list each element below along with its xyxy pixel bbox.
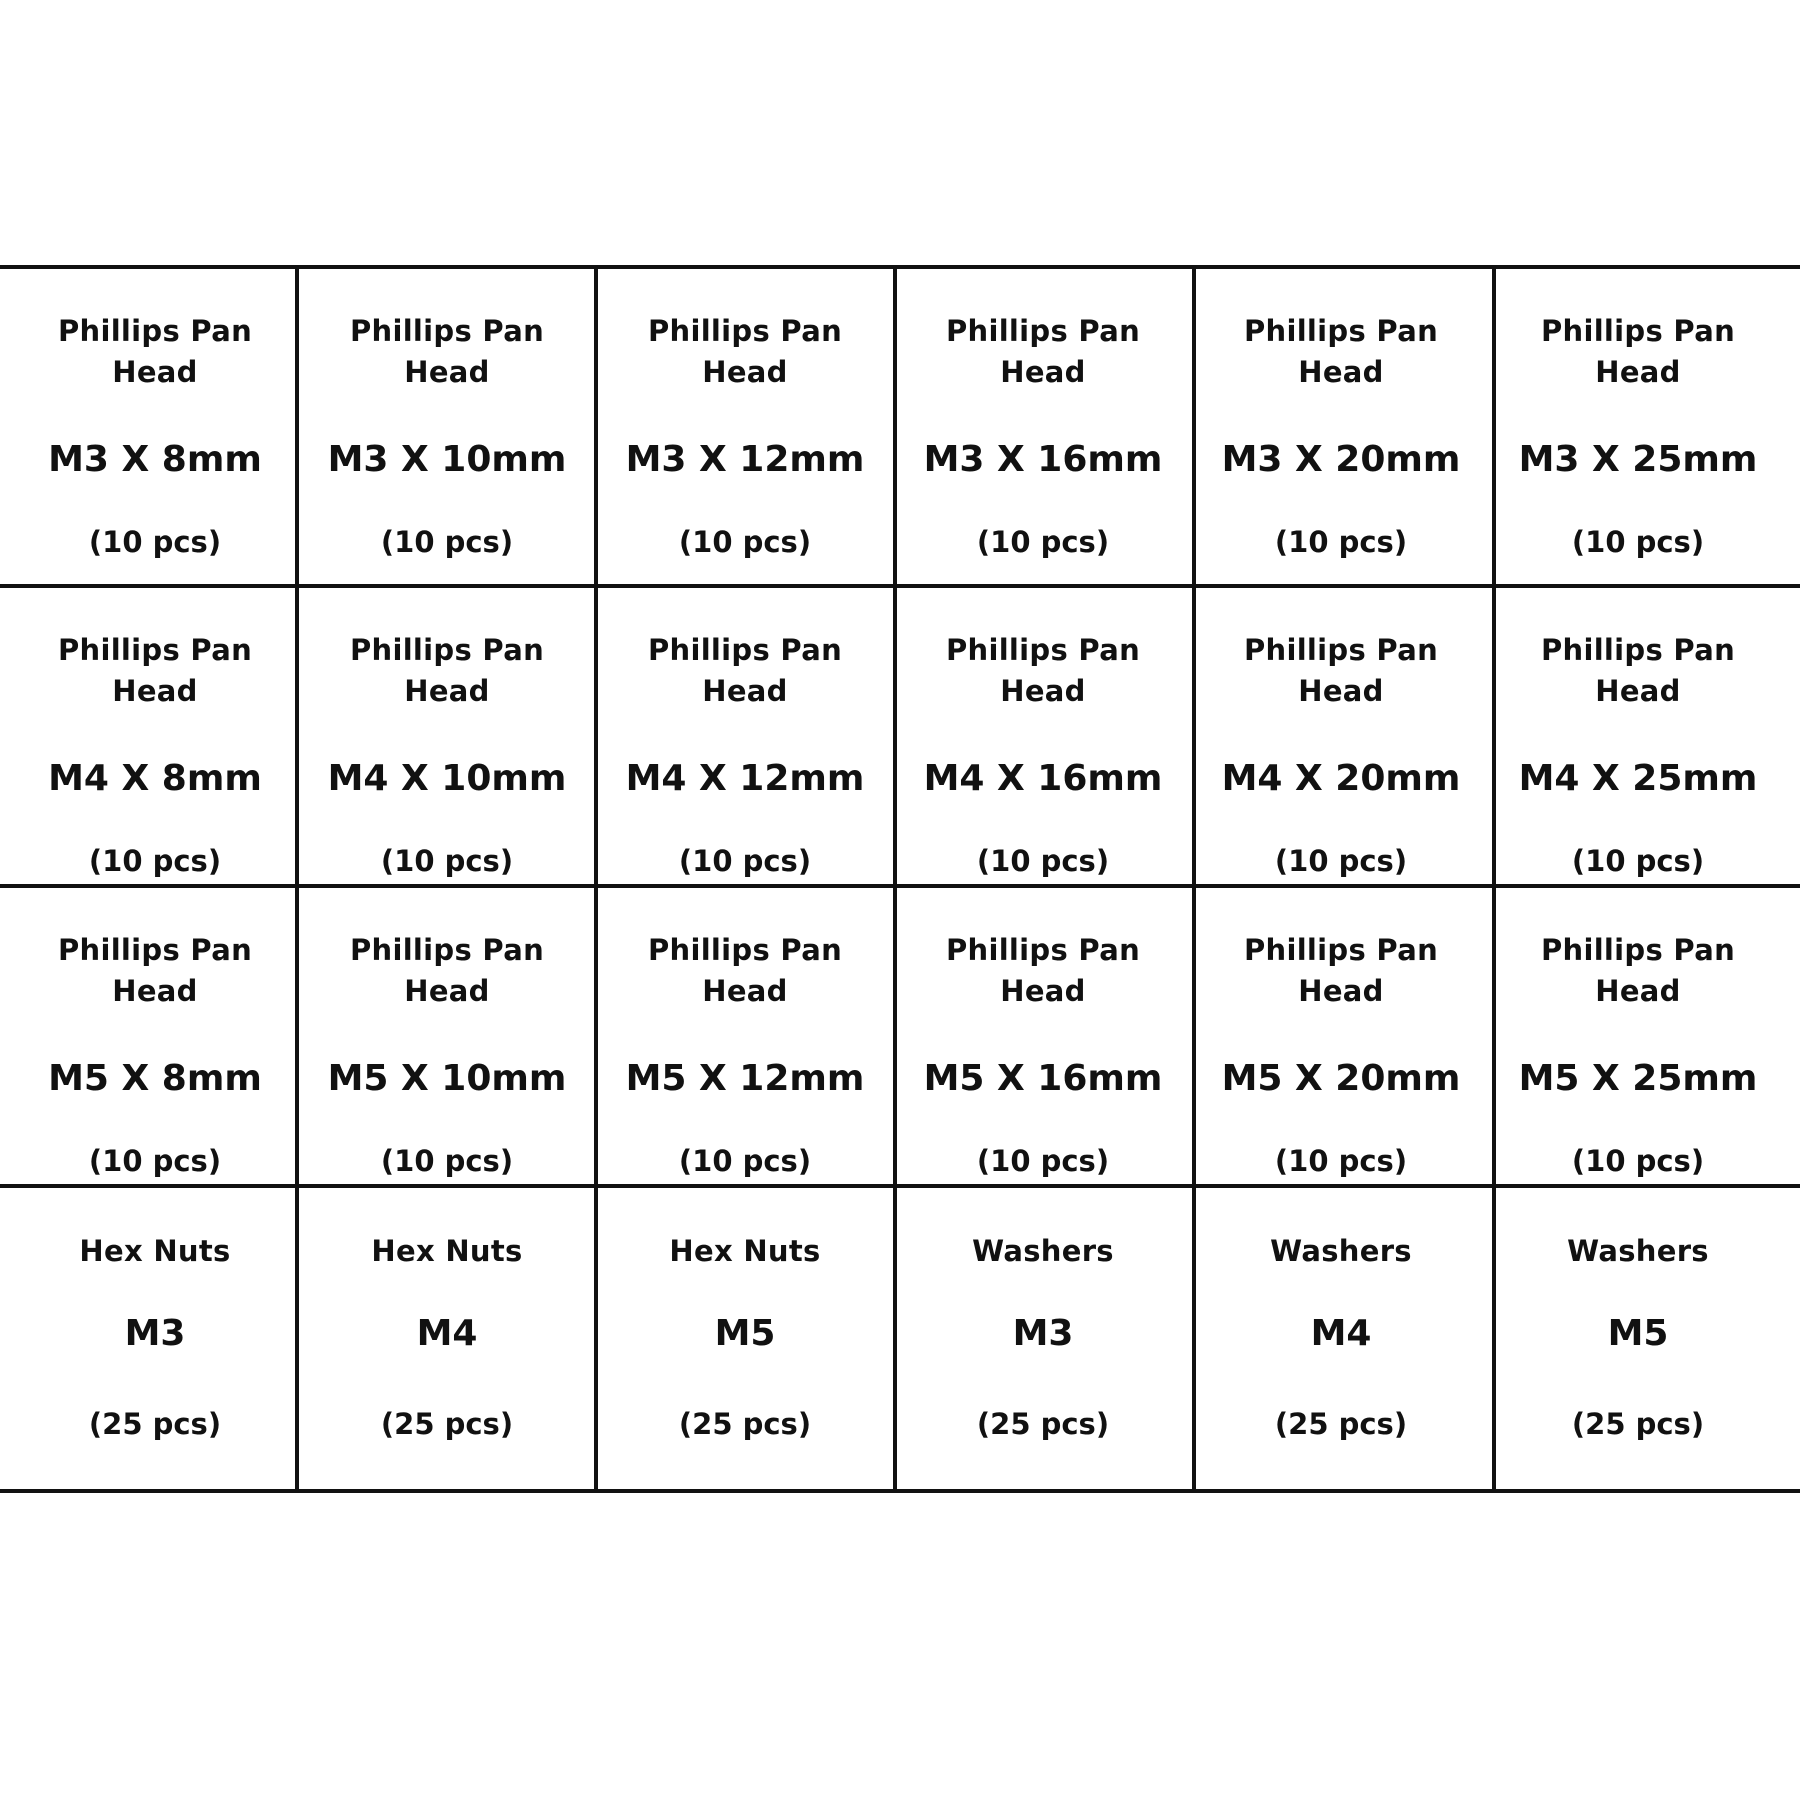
part-name: Hex Nuts xyxy=(371,1234,523,1268)
part-size: M3 X 20mm xyxy=(1221,439,1461,480)
part-quantity: (10 pcs) xyxy=(380,525,514,559)
grid-cell xyxy=(297,1186,597,1491)
part-name: Phillips Pan Head xyxy=(1243,633,1439,708)
grid-cell xyxy=(1191,586,1491,886)
part-name: Phillips Pan Head xyxy=(1540,633,1736,708)
part-quantity: (25 pcs) xyxy=(1274,1407,1408,1441)
part-name: Washers xyxy=(1567,1234,1709,1268)
part-quantity: (10 pcs) xyxy=(976,525,1110,559)
part-quantity: (10 pcs) xyxy=(1274,844,1408,878)
part-size: M5 X 8mm xyxy=(48,1058,262,1099)
part-size: M3 X 25mm xyxy=(1518,439,1758,480)
part-quantity: (25 pcs) xyxy=(1571,1407,1705,1441)
part-name: Phillips Pan Head xyxy=(349,314,545,389)
part-size: M5 X 12mm xyxy=(625,1058,865,1099)
part-name: Phillips Pan Head xyxy=(57,933,253,1008)
part-name: Phillips Pan Head xyxy=(57,314,253,389)
part-size: M4 X 10mm xyxy=(327,758,567,799)
grid-cell xyxy=(893,886,1193,1186)
part-name: Phillips Pan Head xyxy=(1540,933,1736,1008)
part-quantity: (25 pcs) xyxy=(976,1407,1110,1441)
part-size: M4 xyxy=(1310,1313,1372,1354)
part-size: M4 X 25mm xyxy=(1518,758,1758,799)
grid-cell xyxy=(1191,267,1491,586)
part-quantity: (10 pcs) xyxy=(88,1144,222,1178)
part-name: Phillips Pan Head xyxy=(647,633,843,708)
part-quantity: (10 pcs) xyxy=(678,525,812,559)
part-size: M3 X 10mm xyxy=(327,439,567,480)
grid-cell xyxy=(297,267,597,586)
grid-cell xyxy=(893,586,1193,886)
part-quantity: (10 pcs) xyxy=(1274,1144,1408,1178)
grid-cell xyxy=(595,1186,895,1491)
grid-cell xyxy=(1488,267,1788,586)
part-name: Phillips Pan Head xyxy=(349,933,545,1008)
grid-cell xyxy=(595,267,895,586)
grid-cell xyxy=(1488,586,1788,886)
part-size: M5 xyxy=(1607,1313,1669,1354)
part-quantity: (10 pcs) xyxy=(88,844,222,878)
part-name: Hex Nuts xyxy=(669,1234,821,1268)
grid-cell xyxy=(595,886,895,1186)
part-size: M4 X 8mm xyxy=(48,758,262,799)
part-quantity: (10 pcs) xyxy=(380,1144,514,1178)
part-name: Washers xyxy=(972,1234,1114,1268)
grid-cell xyxy=(1191,886,1491,1186)
grid-cell xyxy=(297,586,597,886)
part-size: M3 X 8mm xyxy=(48,439,262,480)
part-quantity: (25 pcs) xyxy=(88,1407,222,1441)
part-name: Washers xyxy=(1270,1234,1412,1268)
part-size: M3 xyxy=(1012,1313,1074,1354)
part-name: Phillips Pan Head xyxy=(945,314,1141,389)
grid-cell xyxy=(595,586,895,886)
part-size: M3 X 16mm xyxy=(923,439,1163,480)
part-quantity: (10 pcs) xyxy=(678,1144,812,1178)
part-name: Phillips Pan Head xyxy=(1243,933,1439,1008)
part-size: M4 X 20mm xyxy=(1221,758,1461,799)
part-name: Phillips Pan Head xyxy=(349,633,545,708)
part-quantity: (10 pcs) xyxy=(1274,525,1408,559)
grid-cell xyxy=(1191,1186,1491,1491)
part-name: Phillips Pan Head xyxy=(1540,314,1736,389)
part-name: Phillips Pan Head xyxy=(945,933,1141,1008)
grid-cell xyxy=(1488,1186,1788,1491)
part-name: Phillips Pan Head xyxy=(57,633,253,708)
part-quantity: (10 pcs) xyxy=(976,844,1110,878)
grid-cell xyxy=(5,267,305,586)
part-name: Phillips Pan Head xyxy=(647,933,843,1008)
part-size: M3 xyxy=(124,1313,186,1354)
part-size: M3 X 12mm xyxy=(625,439,865,480)
part-quantity: (10 pcs) xyxy=(1571,1144,1705,1178)
part-size: M5 xyxy=(714,1313,776,1354)
part-quantity: (10 pcs) xyxy=(976,1144,1110,1178)
part-size: M5 X 25mm xyxy=(1518,1058,1758,1099)
grid-cell xyxy=(893,1186,1193,1491)
part-quantity: (10 pcs) xyxy=(1571,844,1705,878)
part-size: M4 X 12mm xyxy=(625,758,865,799)
grid-cell xyxy=(5,586,305,886)
grid-cell xyxy=(5,886,305,1186)
part-size: M5 X 10mm xyxy=(327,1058,567,1099)
part-name: Phillips Pan Head xyxy=(647,314,843,389)
part-quantity: (10 pcs) xyxy=(88,525,222,559)
grid-cell xyxy=(1488,886,1788,1186)
part-quantity: (10 pcs) xyxy=(380,844,514,878)
part-size: M4 xyxy=(416,1313,478,1354)
part-name: Phillips Pan Head xyxy=(945,633,1141,708)
part-quantity: (25 pcs) xyxy=(380,1407,514,1441)
part-size: M4 X 16mm xyxy=(923,758,1163,799)
part-quantity: (10 pcs) xyxy=(678,844,812,878)
part-size: M5 X 20mm xyxy=(1221,1058,1461,1099)
grid-cell xyxy=(5,1186,305,1491)
grid-cell xyxy=(893,267,1193,586)
part-name: Phillips Pan Head xyxy=(1243,314,1439,389)
part-quantity: (25 pcs) xyxy=(678,1407,812,1441)
part-quantity: (10 pcs) xyxy=(1571,525,1705,559)
grid-cell xyxy=(297,886,597,1186)
part-name: Hex Nuts xyxy=(79,1234,231,1268)
part-size: M5 X 16mm xyxy=(923,1058,1163,1099)
